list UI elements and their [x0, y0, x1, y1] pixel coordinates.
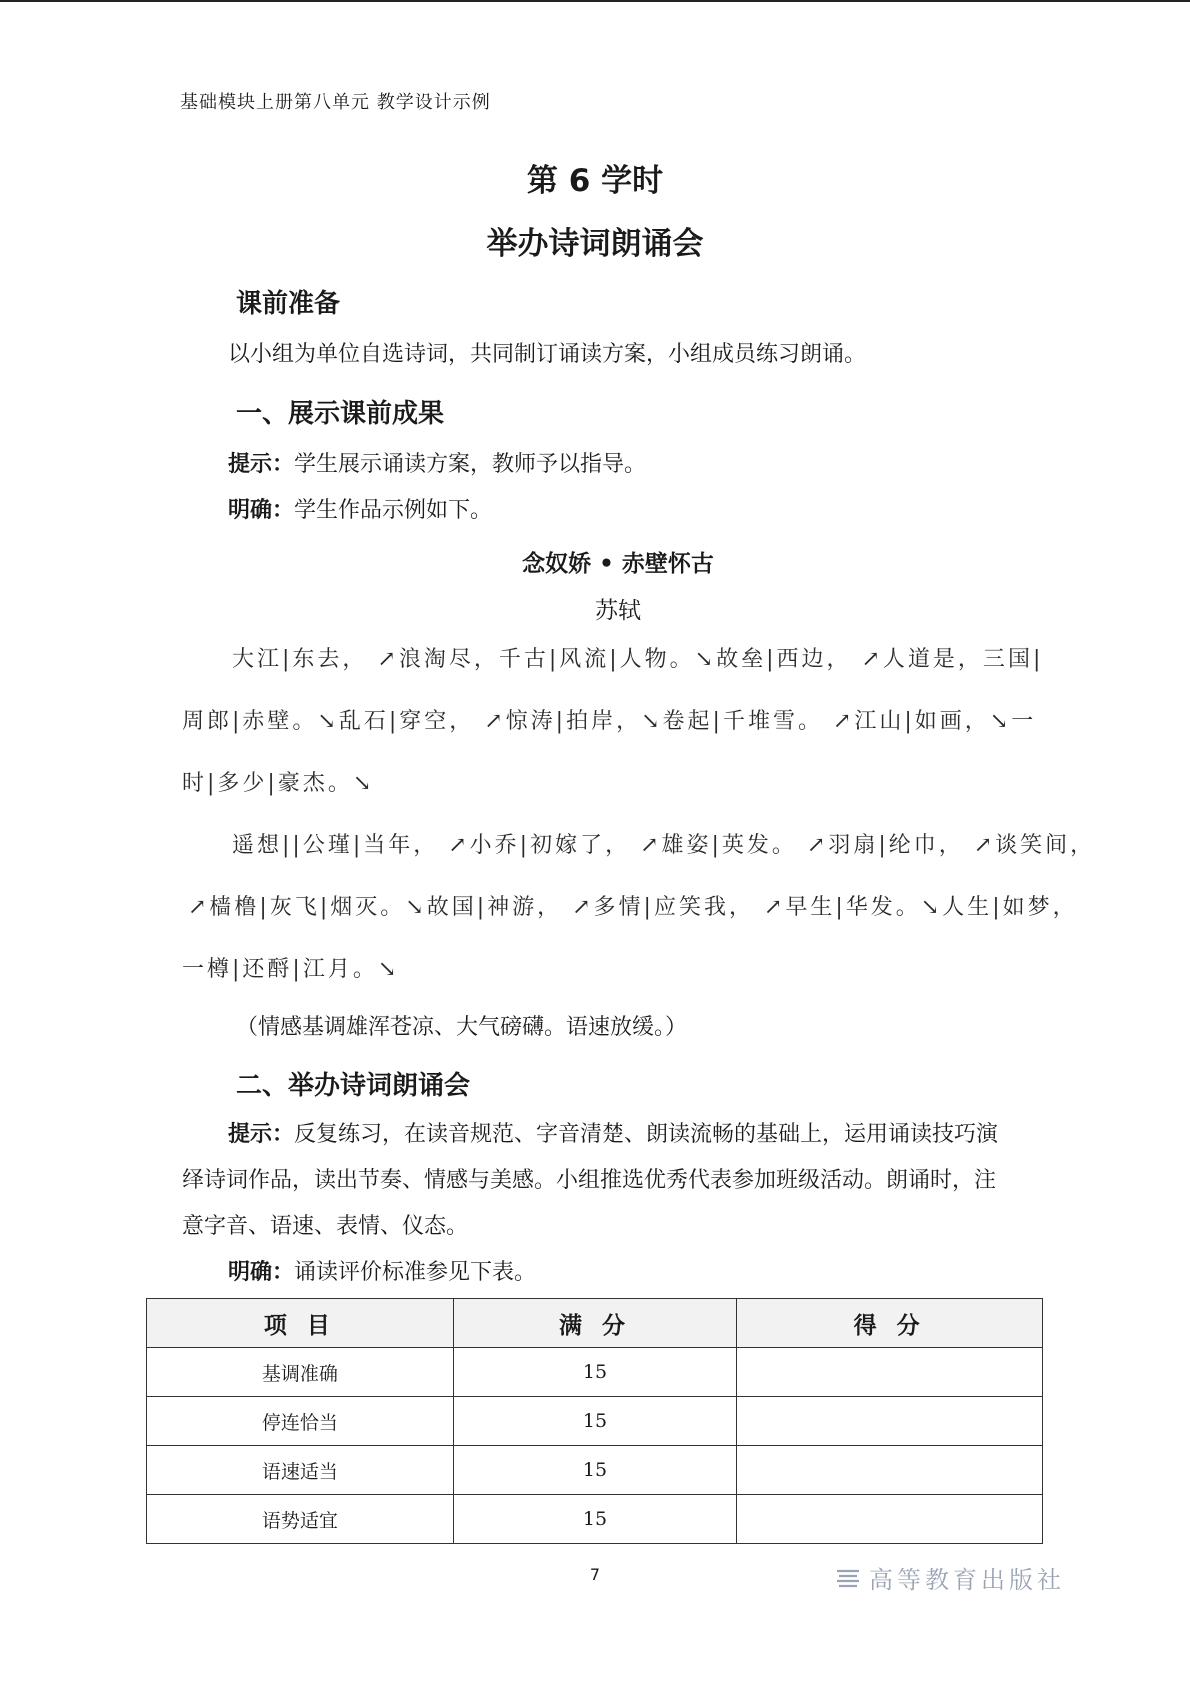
cell-full: 15	[453, 1446, 737, 1495]
header-score: 得 分	[737, 1299, 1043, 1348]
poem-line: 遥想||公瑾|当年， ↗小乔|初嫁了， ↗雄姿|英发。 ↗羽扇|纶巾， ↗谈笑间，	[232, 833, 1096, 858]
cell-full: 15	[453, 1397, 737, 1446]
table-header-row	[147, 1299, 1043, 1348]
cell-item: 停连恰当	[147, 1397, 454, 1446]
poem-line: 大江|东去， ↗浪淘尽，千古|风流|人物。↘故垒|西边， ↗人道是，三国|	[232, 647, 1044, 672]
table-row	[147, 1495, 1043, 1544]
poem-line: ↗樯橹|灰飞|烟灭。↘故国|神游， ↗多情|应笑我， ↗早生|华发。↘人生|如梦，	[188, 895, 1078, 920]
cell-score	[737, 1348, 1043, 1397]
poem-line: 时|多少|豪杰。↘	[182, 771, 375, 796]
section1-heading: 一、展示课前成果	[236, 399, 445, 429]
clear-text: 诵读评价标准参见下表。	[294, 1260, 537, 1285]
hint-text: 学生展示诵读方案，教师予以指导。	[294, 452, 647, 477]
cell-item: 语势适宜	[147, 1495, 454, 1544]
cell-full: 15	[453, 1348, 737, 1397]
page-number: 7	[589, 1565, 601, 1584]
header-item: 项 目	[147, 1299, 454, 1348]
section1-hint	[228, 442, 1048, 488]
running-header: 基础模块上册第八单元 教学设计示例	[180, 92, 491, 113]
header-full-score: 满 分	[453, 1299, 737, 1348]
prep-text: 以小组为单位自选诗词，共同制订诵读方案，小组成员练习朗诵。	[228, 342, 867, 367]
cell-item: 基调准确	[147, 1348, 454, 1397]
section2-hint	[182, 1112, 1012, 1250]
publisher-name: 高等教育出版社	[869, 1566, 1065, 1594]
table-row	[147, 1446, 1043, 1495]
poem-line: 周郎|赤壁。↘乱石|穿空， ↗惊涛|拍岸，↘卷起|千堆雪。 ↗江山|如画，↘一	[182, 709, 1037, 734]
clear-label: 明确：	[228, 1260, 295, 1285]
section2-clear	[228, 1250, 1048, 1296]
publisher-logo	[835, 1560, 1065, 1595]
cell-full: 15	[453, 1495, 737, 1544]
section2-heading: 二、举办诗词朗诵会	[236, 1071, 471, 1101]
poem-line: 一樽|还酹|江月。↘	[182, 957, 400, 982]
cell-score	[737, 1397, 1043, 1446]
lesson-number: 第 6 学时	[526, 163, 664, 199]
hint-text: 反复练习，在读音规范、字音清楚、朗读流畅的基础上，运用诵读技巧演绎诗词作品，读出节奏、情感与美感。小组推选优秀代表参加班级活动。朗诵时，注意字音、语速、表情、仪态。	[182, 1122, 999, 1239]
publisher-emblem-icon	[835, 1567, 861, 1589]
section1-clear	[228, 488, 1048, 534]
poem-author: 苏轼	[595, 598, 641, 624]
clear-label: 明确：	[228, 498, 295, 523]
hint-label: 提示：	[228, 452, 295, 477]
table-row	[147, 1397, 1043, 1446]
prep-heading: 课前准备	[236, 289, 341, 319]
lesson-title: 举办诗词朗诵会	[486, 226, 704, 262]
cell-score	[737, 1446, 1043, 1495]
cell-score	[737, 1495, 1043, 1544]
evaluation-table	[146, 1298, 1043, 1544]
poem-note: （情感基调雄浑苍凉、大气磅礴。语速放缓。）	[236, 1015, 688, 1040]
top-rule	[0, 0, 1190, 2]
table-row	[147, 1348, 1043, 1397]
cell-item: 语速适当	[147, 1446, 454, 1495]
poem-title: 念奴娇 • 赤壁怀古	[522, 551, 714, 577]
hint-label: 提示：	[228, 1122, 295, 1147]
clear-text: 学生作品示例如下。	[294, 498, 493, 523]
